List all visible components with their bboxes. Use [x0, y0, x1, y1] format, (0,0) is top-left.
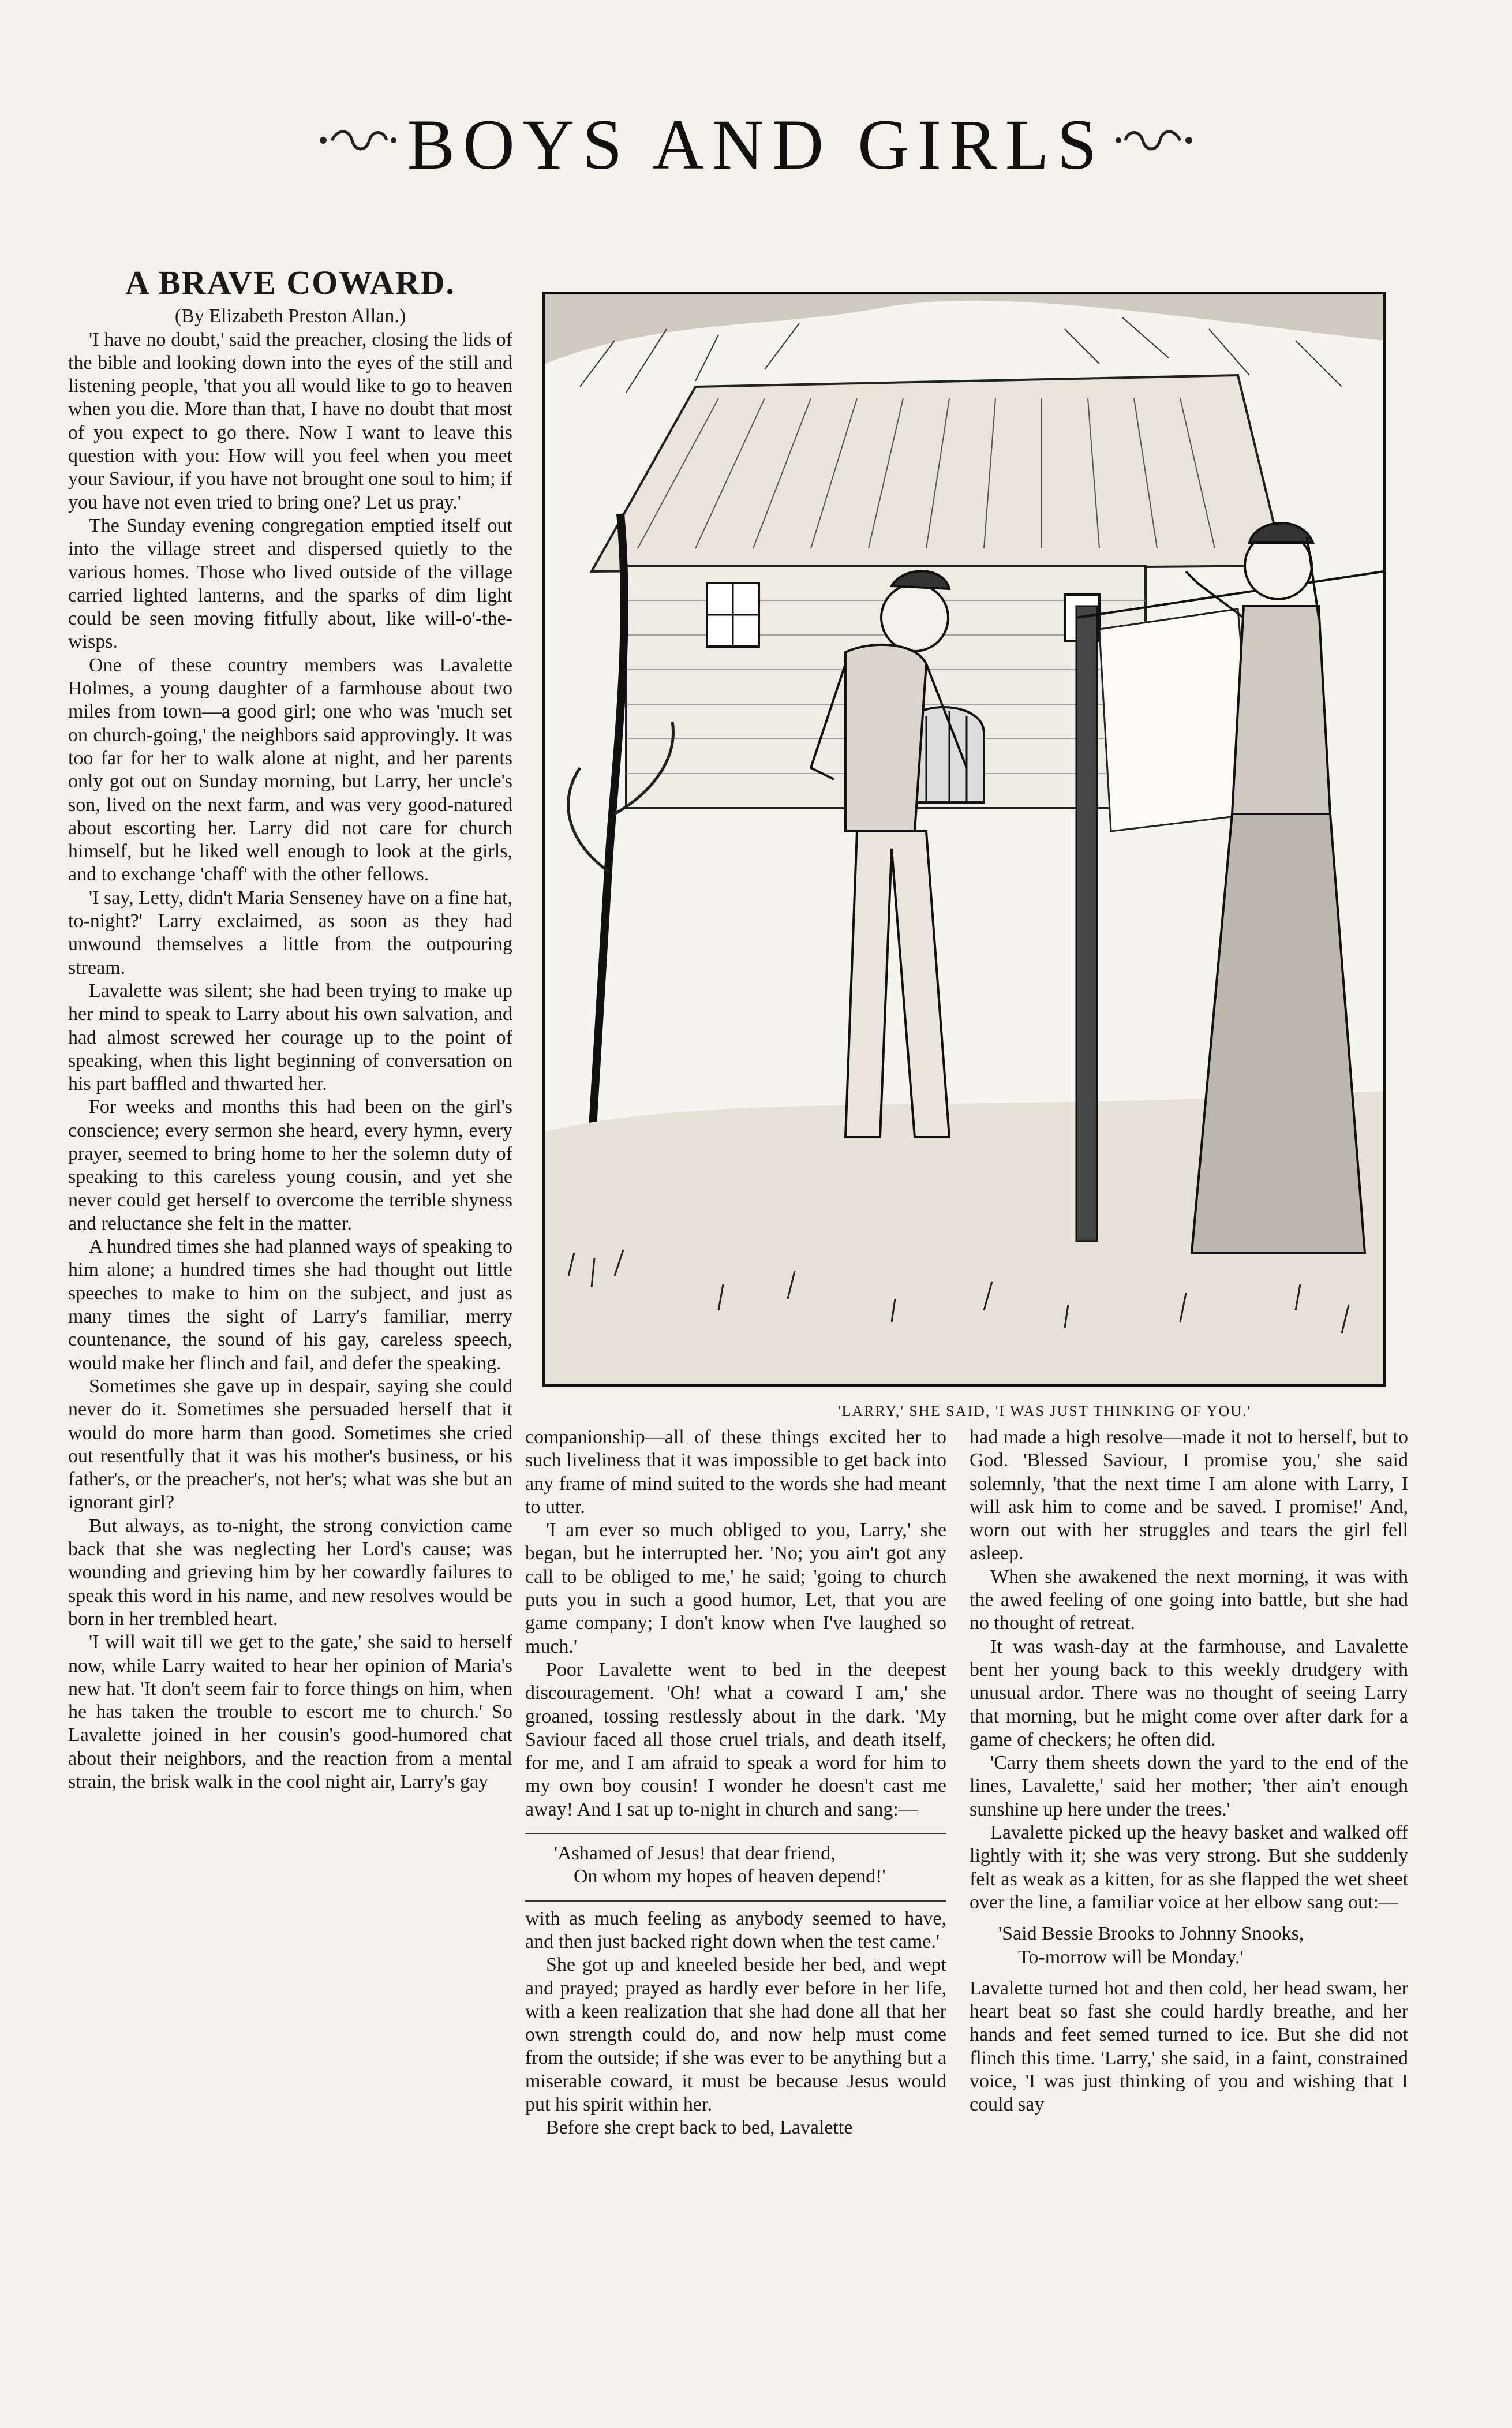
column-3-body-b	[970, 1977, 1408, 2117]
article-column-3	[970, 1426, 1408, 2117]
hymn-verse	[525, 1842, 946, 1889]
rhyme-verse	[970, 1922, 1408, 1969]
paragraph: 'I say, Letty, didn't Maria Senseney have on a fine hat, to-night?' Larry exclaimed, as soon as they had unwound themselves a little from the outpouring stream.	[68, 887, 512, 978]
paragraph: A hundred times she had planned ways of speaking to him alone; a hundred times she had thought out little speeches to make to him on the subject, and just as many times the sight of Larry's familiar, merry countenance, the sound of his gay, careless speech, would make her flinch and fail, and defer the speaking.	[68, 1236, 512, 1374]
paragraph: Lavalette was silent; she had been trying to make up her mind to speak to Larry about his own salvation, and had almost screwed her courage up to the point of speaking, when this light beginning of conversation on his part baffled and thwarted her.	[68, 980, 512, 1095]
paragraph: 'I am ever so much obliged to you, Larry,' she began, but he interrupted her. 'No; you ain't got any call to be obliged to me,' he said; 'going to church puts you in such a good humor, Let, that you are game company; I don't know when I've laughed so much.'	[525, 1519, 946, 1657]
paragraph: But always, as to-night, the strong conviction came back that she was neglecting her Lord's cause; was wounding and grieving him by her cowardly failures to speak this word in his name, and new resolves would be born in her trembled heart.	[68, 1515, 512, 1630]
paragraph: companionship—all of these things excited her to such liveliness that it was impossible to get back into any frame of mind suited to the words she had meant to utter.	[525, 1426, 946, 1518]
paragraph: Sometimes she gave up in despair, saying she could never do it. Sometimes she persuaded herself that it would do more harm than good. Sometimes she cried out resentfully that it was his mother's business, or his father's, or the preacher's, not her's; what was she but an ignorant girl?	[68, 1375, 512, 1514]
verse-line: 'Ashamed of Jesus! that dear friend,	[554, 1843, 836, 1865]
paragraph: had made a high resolve—made it not to herself, but to God. 'Blessed Saviour, I promise you,' she said solemnly, 'that the next time I am alone with Larry, I will ask him to come and be saved. I promise!' And, worn out with her struggles and tears the girl fell asleep.	[970, 1426, 1408, 1564]
ornament-scroll-right-icon	[1114, 123, 1200, 167]
paragraph: Lavalette turned hot and then cold, her head swam, her heart beat so fast she could hardly breathe, and her hands and feet semed turned to ice. But she did not flinch this time. 'Larry,' she said, in a faint, constrained voice, 'I was just thinking of you and wishing that I could say	[970, 1977, 1408, 2116]
column-3-body-a	[970, 1426, 1408, 1914]
paragraph: It was wash-day at the farmhouse, and Lavalette bent her young back to this weekly drudgery with unusual ardor. There was no thought of seeing Larry that morning, but he might come over after dark for a game of checkers; he often did.	[970, 1635, 1408, 1750]
column-2-body-a	[525, 1426, 946, 1821]
paragraph: Poor Lavalette went to bed in the deepest discouragement. 'Oh! what a coward I am,' she groaned, tossing restlessly about in the dark. 'My Saviour faced all those cruel trials, and death itself, for me, and I am afraid to speak a word for him to my own boy cousin! I wonder he doesn't cast me away! And I sat up to-night in church and sang:—	[525, 1658, 946, 1820]
verse-line: To-morrow will be Monday.'	[1018, 1946, 1244, 1968]
paragraph: The Sunday evening congregation emptied itself out into the village street and dispersed quietly to the various homes. Those who lived outside of the village carried lighted lanterns, and the sparks of dim light could be seen moving fitfully about, like will-o'-the-wisps.	[68, 514, 512, 653]
article-byline: (By Elizabeth Preston Allan.)	[174, 305, 406, 327]
illustration-caption: 'LARRY,' SHE SAID, 'I WAS JUST THINKING OF YOU.'	[837, 1403, 1252, 1420]
verse-rule	[525, 1833, 946, 1834]
paragraph: For weeks and months this had been on the girl's conscience; every sermon she heard, every hymn, every prayer, seemed to bring home to her the solemn duty of speaking to this careless young cousin, and yet she never could get herself to overcome the terrible shyness and reluctance she felt in the matter.	[68, 1096, 512, 1234]
ornament-scroll-left-icon	[312, 123, 398, 167]
article-column-2	[525, 1426, 946, 2140]
section-title: BOYS AND GIRLS	[407, 105, 1105, 184]
verse-rule	[525, 1900, 946, 1902]
paragraph: When she awakened the next morning, it was with the awed feeling of one going into battle, but she had no thought of retreat.	[970, 1566, 1408, 1634]
paragraph: with as much feeling as anybody seemed to have, and then just backed right down when the test came.'	[525, 1907, 946, 1952]
verse-line: 'Said Bessie Brooks to Johnny Snooks,	[998, 1923, 1304, 1945]
paragraph: She got up and kneeled beside her bed, and wept and prayed; prayed as hardly ever before in her life, with a keen realization that she had done all that her own strength could do, and now help must come from the outside; if she was ever to be anything but a miserable coward, it must be because Jesus would put his spirit within her.	[525, 1954, 946, 2116]
column-1-body	[68, 328, 512, 1794]
verse-line: On whom my hopes of heaven depend!'	[574, 1866, 886, 1888]
paragraph: One of these country members was Lavalette Holmes, a young daughter of a farmhouse about two miles from town—a good girl; one who was 'much set on church-going,' the neighbors said approvingly. It was too far for her to walk alone at night, and her parents only got out on Sunday morning, but Larry, her uncle's son, lived on the next farm, and was very good-natured about escorting her. Larry did not care for church himself, but he liked well enough to look at the girls, and to exchange 'chaff' with the other fellows.	[68, 654, 512, 886]
paragraph: 'I have no doubt,' said the preacher, closing the lids of the bible and looking down into the eyes of the still and listening people, 'that you all would like to go to heaven when you die. More than that, I have no doubt that most of you expect to go there. Now I want to leave this question with you: How will you feel when you meet your Saviour, if you have not brought one soul to him; if you have not even tried to bring one? Let us pray.'	[68, 328, 512, 513]
article-illustration	[542, 292, 1386, 1387]
paragraph: 'Carry them sheets down the yard to the end of the lines, Lavalette,' said her mother; 'ther ain't enough sunshine up here under the trees.'	[970, 1752, 1408, 1820]
paragraph: 'I will wait till we get to the gate,' she said to herself now, while Larry waited to hear her opinion of Maria's new hat. 'It don't seem fair to force things on him, when he has taken the trouble to escort me to church.' So Lavalette joined in her cousin's good-humored chat about their neighbors, and the reaction from a mental strain, the brisk walk in the cool night air, Larry's gay	[68, 1631, 512, 1792]
column-2-body-b	[525, 1907, 946, 2140]
article-column-1	[68, 264, 512, 1794]
article-title: A BRAVE COWARD.	[125, 264, 455, 301]
illustration-drawing	[545, 294, 1383, 1384]
section-masthead	[0, 104, 1512, 219]
paragraph: Lavalette picked up the heavy basket and walked off lightly with it; she was very strong. But she suddenly felt as weak as a kitten, for as she flapped the wet sheet over the line, a familiar voice at her elbow sang out:—	[970, 1822, 1408, 1913]
paragraph: Before she crept back to bed, Lavalette	[546, 2117, 853, 2139]
